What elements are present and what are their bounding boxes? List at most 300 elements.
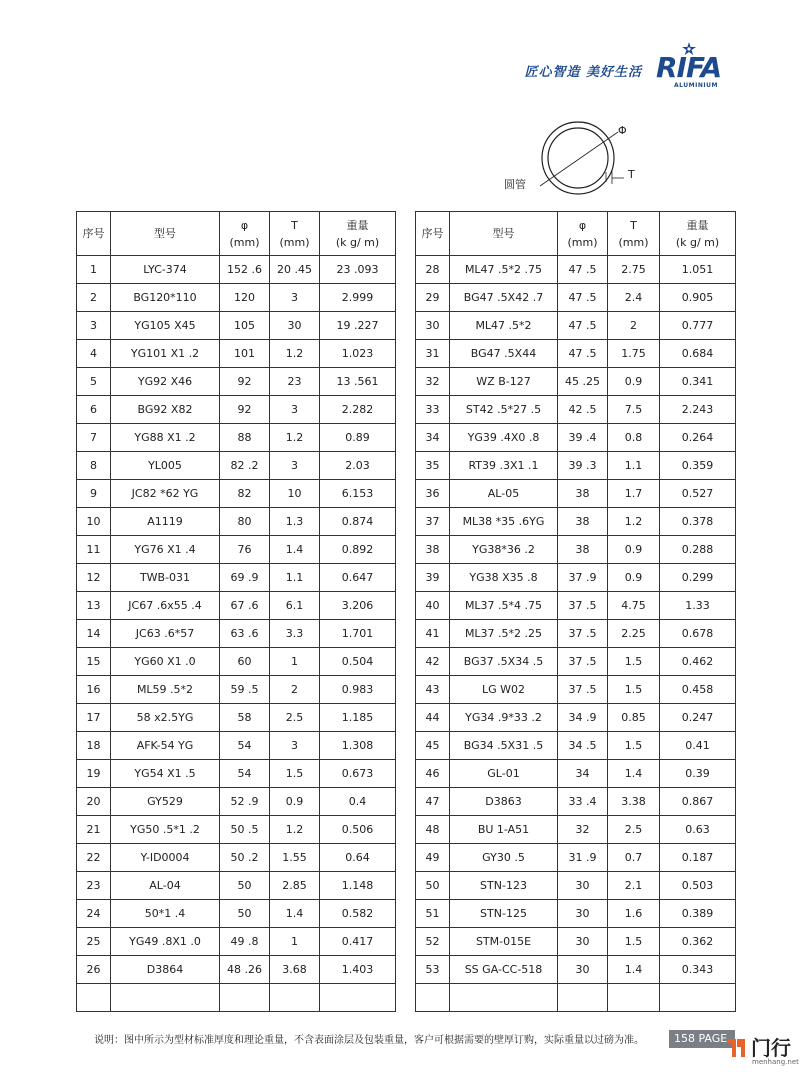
cell-weight: 0.983 [320, 676, 396, 704]
slogan: 匠心智造 美好生活 [524, 64, 642, 80]
cell-model: GY30 .5 [450, 844, 558, 872]
cell-weight: 3.206 [320, 592, 396, 620]
header-model: 型号 [111, 212, 220, 256]
cell-weight: 0.359 [660, 452, 736, 480]
table-row [416, 984, 736, 1012]
diagram-label: 圆管 [504, 178, 526, 191]
cell-thickness: 2.75 [608, 256, 660, 284]
header-model: 型号 [450, 212, 558, 256]
cell-diameter: 30 [558, 872, 608, 900]
cell-thickness: 7.5 [608, 396, 660, 424]
cell-diameter: 48 .26 [220, 956, 270, 984]
cell-diameter: 34 .5 [558, 732, 608, 760]
cell-weight: 0.39 [660, 760, 736, 788]
table-row [416, 648, 736, 676]
cell-index: 34 [416, 424, 450, 452]
cell-weight: 0.417 [320, 928, 396, 956]
cell-index: 38 [416, 536, 450, 564]
cell-thickness: 2.4 [608, 284, 660, 312]
cell-diameter: 69 .9 [220, 564, 270, 592]
cell-model: BG92 X82 [111, 396, 220, 424]
cell-model: STN-123 [450, 872, 558, 900]
table-row [77, 256, 396, 284]
footer-note: 说明：图中所示为型材标准厚度和理论重量，不含表面涂层及包装重量，客户可根据需要的壁厚订购，实际重量以过磅为准。 [94, 1035, 644, 1046]
cell-thickness [270, 984, 320, 1012]
cell-model [111, 984, 220, 1012]
cell-model: YG38*36 .2 [450, 536, 558, 564]
table-row [416, 704, 736, 732]
cell-index: 52 [416, 928, 450, 956]
cell-weight: 0.647 [320, 564, 396, 592]
cell-thickness: 1.2 [270, 816, 320, 844]
round-tube-diagram [500, 118, 660, 208]
table-row [416, 312, 736, 340]
cell-thickness: 4.75 [608, 592, 660, 620]
cell-weight: 0.247 [660, 704, 736, 732]
cell-thickness: 1.5 [608, 928, 660, 956]
watermark [724, 1036, 799, 1066]
table-row [77, 620, 396, 648]
cell-diameter: 82 [220, 480, 270, 508]
cell-diameter: 47 .5 [558, 284, 608, 312]
cell-diameter: 37 .5 [558, 592, 608, 620]
table-row [77, 536, 396, 564]
cell-index: 3 [77, 312, 111, 340]
cell-model: BG47 .5X42 .7 [450, 284, 558, 312]
cell-index: 43 [416, 676, 450, 704]
cell-diameter: 50 .2 [220, 844, 270, 872]
cell-index: 53 [416, 956, 450, 984]
cell-weight: 0.41 [660, 732, 736, 760]
cell-index: 1 [77, 256, 111, 284]
cell-diameter: 92 [220, 396, 270, 424]
cell-weight: 0.678 [660, 620, 736, 648]
cell-thickness: 1.4 [608, 760, 660, 788]
table-row [77, 844, 396, 872]
cell-index: 35 [416, 452, 450, 480]
cell-model: BG120*110 [111, 284, 220, 312]
header-diameter: φ (mm) [220, 212, 270, 256]
cell-index: 39 [416, 564, 450, 592]
cell-model: RT39 .3X1 .1 [450, 452, 558, 480]
cell-model: JC82 *62 YG [111, 480, 220, 508]
cell-model: SS GA-CC-518 [450, 956, 558, 984]
table-row [416, 900, 736, 928]
cell-thickness: 0.9 [608, 368, 660, 396]
logo-subtext: ALUMINIUM [674, 82, 718, 89]
cell-weight: 13 .561 [320, 368, 396, 396]
cell-index: 42 [416, 648, 450, 676]
cell-weight: 1.185 [320, 704, 396, 732]
cell-diameter: 37 .5 [558, 648, 608, 676]
cell-index: 4 [77, 340, 111, 368]
table-row [416, 424, 736, 452]
watermark-logo-icon [724, 1036, 748, 1060]
cell-diameter: 30 [558, 956, 608, 984]
table-row [416, 620, 736, 648]
watermark-text: 门行 [751, 1036, 791, 1060]
cell-thickness: 1.4 [270, 536, 320, 564]
cell-model: YG49 .8X1 .0 [111, 928, 220, 956]
table-row [77, 676, 396, 704]
cell-weight: 0.527 [660, 480, 736, 508]
cell-diameter: 76 [220, 536, 270, 564]
cell-weight: 0.378 [660, 508, 736, 536]
cell-diameter: 39 .4 [558, 424, 608, 452]
cell-thickness: 3 [270, 452, 320, 480]
cell-thickness: 2.5 [608, 816, 660, 844]
cell-model: 50*1 .4 [111, 900, 220, 928]
cell-weight: 0.777 [660, 312, 736, 340]
table-row [416, 592, 736, 620]
cell-diameter: 67 .6 [220, 592, 270, 620]
cell-diameter: 49 .8 [220, 928, 270, 956]
table-row [77, 452, 396, 480]
cell-index: 10 [77, 508, 111, 536]
cell-diameter: 54 [220, 732, 270, 760]
cell-diameter: 105 [220, 312, 270, 340]
cell-weight: 1.148 [320, 872, 396, 900]
table-row [416, 760, 736, 788]
cell-diameter: 38 [558, 480, 608, 508]
cell-thickness: 1.2 [270, 340, 320, 368]
cell-index: 12 [77, 564, 111, 592]
cell-model: A1119 [111, 508, 220, 536]
cell-model: YG39 .4X0 .8 [450, 424, 558, 452]
cell-weight: 2.282 [320, 396, 396, 424]
cell-index: 2 [77, 284, 111, 312]
cell-model: BG37 .5X34 .5 [450, 648, 558, 676]
cell-index: 28 [416, 256, 450, 284]
cell-diameter [220, 984, 270, 1012]
cell-thickness: 1.75 [608, 340, 660, 368]
cell-weight: 6.153 [320, 480, 396, 508]
cell-index: 23 [77, 872, 111, 900]
cell-diameter: 38 [558, 536, 608, 564]
table-header-row [416, 212, 736, 256]
cell-weight: 2.243 [660, 396, 736, 424]
cell-thickness: 1.2 [608, 508, 660, 536]
table-row [77, 732, 396, 760]
cell-weight: 1.403 [320, 956, 396, 984]
cell-thickness: 0.9 [608, 564, 660, 592]
cell-weight: 23 .093 [320, 256, 396, 284]
table-row [77, 340, 396, 368]
cell-weight: 0.362 [660, 928, 736, 956]
cell-model: D3863 [450, 788, 558, 816]
cell-weight: 1.701 [320, 620, 396, 648]
table-row [77, 368, 396, 396]
cell-index [77, 984, 111, 1012]
cell-weight: 0.867 [660, 788, 736, 816]
cell-index: 11 [77, 536, 111, 564]
cell-diameter: 92 [220, 368, 270, 396]
table-row [77, 872, 396, 900]
cell-index [416, 984, 450, 1012]
cell-diameter: 45 .25 [558, 368, 608, 396]
cell-thickness: 1 [270, 648, 320, 676]
watermark-url: menhang.net [752, 1058, 799, 1066]
cell-diameter: 34 [558, 760, 608, 788]
cell-model: YG105 X45 [111, 312, 220, 340]
table-row [416, 564, 736, 592]
table-row [77, 508, 396, 536]
cell-weight: 0.582 [320, 900, 396, 928]
cell-weight: 1.023 [320, 340, 396, 368]
cell-diameter: 54 [220, 760, 270, 788]
cell-diameter: 80 [220, 508, 270, 536]
tube-cross-section-icon [500, 118, 660, 208]
cell-thickness: 3.68 [270, 956, 320, 984]
table-row [416, 928, 736, 956]
cell-weight: 0.4 [320, 788, 396, 816]
cell-index: 14 [77, 620, 111, 648]
table-row [77, 312, 396, 340]
table-header-row [77, 212, 396, 256]
cell-thickness: 23 [270, 368, 320, 396]
cell-weight: 0.503 [660, 872, 736, 900]
cell-diameter: 37 .5 [558, 676, 608, 704]
table-row [77, 592, 396, 620]
cell-index: 7 [77, 424, 111, 452]
cell-index: 25 [77, 928, 111, 956]
cell-weight: 0.892 [320, 536, 396, 564]
cell-model: YG50 .5*1 .2 [111, 816, 220, 844]
cell-thickness: 2 [608, 312, 660, 340]
t-symbol: T [628, 168, 635, 181]
cell-thickness: 1.1 [608, 452, 660, 480]
cell-thickness: 10 [270, 480, 320, 508]
cell-thickness: 1.1 [270, 564, 320, 592]
cell-thickness: 0.85 [608, 704, 660, 732]
table-row [416, 872, 736, 900]
cell-model: YG38 X35 .8 [450, 564, 558, 592]
cell-diameter: 50 [220, 872, 270, 900]
cell-model: STN-125 [450, 900, 558, 928]
cell-thickness: 1.4 [270, 900, 320, 928]
table-row [77, 648, 396, 676]
cell-weight: 0.64 [320, 844, 396, 872]
cell-diameter: 50 [220, 900, 270, 928]
cell-diameter: 52 .9 [220, 788, 270, 816]
cell-index: 44 [416, 704, 450, 732]
table-row [416, 536, 736, 564]
table-row [77, 984, 396, 1012]
cell-thickness: 2.85 [270, 872, 320, 900]
cell-weight: 1.33 [660, 592, 736, 620]
cell-weight: 0.504 [320, 648, 396, 676]
cell-thickness: 1 [270, 928, 320, 956]
cell-diameter: 37 .5 [558, 620, 608, 648]
cell-model: ML37 .5*2 .25 [450, 620, 558, 648]
table-row [416, 396, 736, 424]
cell-model: JC67 .6x55 .4 [111, 592, 220, 620]
cell-weight: 1.308 [320, 732, 396, 760]
cell-thickness: 6.1 [270, 592, 320, 620]
cell-thickness: 1.4 [608, 956, 660, 984]
cell-index: 21 [77, 816, 111, 844]
cell-model: AL-04 [111, 872, 220, 900]
cell-thickness: 1.3 [270, 508, 320, 536]
cell-weight: 2.999 [320, 284, 396, 312]
cell-model: YG88 X1 .2 [111, 424, 220, 452]
cell-weight [660, 984, 736, 1012]
cell-thickness: 1.5 [608, 732, 660, 760]
cell-thickness: 2 [270, 676, 320, 704]
table-row [77, 424, 396, 452]
cell-diameter: 152 .6 [220, 256, 270, 284]
cell-diameter: 30 [558, 900, 608, 928]
cell-model: JC63 .6*57 [111, 620, 220, 648]
cell-model: Y-ID0004 [111, 844, 220, 872]
cell-index: 37 [416, 508, 450, 536]
table-row [416, 284, 736, 312]
spec-table-left [76, 211, 396, 1012]
cell-thickness: 0.9 [608, 536, 660, 564]
cell-thickness: 3 [270, 732, 320, 760]
cell-thickness: 1.2 [270, 424, 320, 452]
header-weight: 重量 (k g/ m) [320, 212, 396, 256]
cell-index: 9 [77, 480, 111, 508]
cell-index: 33 [416, 396, 450, 424]
cell-index: 31 [416, 340, 450, 368]
cell-weight: 0.299 [660, 564, 736, 592]
cell-index: 47 [416, 788, 450, 816]
cell-thickness [608, 984, 660, 1012]
cell-weight: 0.63 [660, 816, 736, 844]
cell-diameter: 31 .9 [558, 844, 608, 872]
cell-thickness: 1.5 [270, 760, 320, 788]
cell-model: YG60 X1 .0 [111, 648, 220, 676]
table-row [416, 956, 736, 984]
cell-thickness: 2.5 [270, 704, 320, 732]
cell-thickness: 1.5 [608, 648, 660, 676]
cell-diameter: 34 .9 [558, 704, 608, 732]
table-row [416, 480, 736, 508]
cell-diameter: 39 .3 [558, 452, 608, 480]
table-row [77, 284, 396, 312]
cell-model: YG76 X1 .4 [111, 536, 220, 564]
cell-weight: 19 .227 [320, 312, 396, 340]
header-index: 序号 [416, 212, 450, 256]
header-index: 序号 [77, 212, 111, 256]
header-thickness: T (mm) [608, 212, 660, 256]
cell-thickness: 0.9 [270, 788, 320, 816]
cell-index: 50 [416, 872, 450, 900]
cell-model: TWB-031 [111, 564, 220, 592]
cell-index: 26 [77, 956, 111, 984]
cell-diameter: 32 [558, 816, 608, 844]
table-row [416, 508, 736, 536]
cell-diameter: 33 .4 [558, 788, 608, 816]
cell-model: ML47 .5*2 [450, 312, 558, 340]
cell-index: 51 [416, 900, 450, 928]
cell-diameter: 47 .5 [558, 340, 608, 368]
cell-weight: 0.506 [320, 816, 396, 844]
table-row [416, 844, 736, 872]
cell-index: 18 [77, 732, 111, 760]
cell-diameter [558, 984, 608, 1012]
cell-diameter: 50 .5 [220, 816, 270, 844]
cell-index: 22 [77, 844, 111, 872]
header-thickness: T (mm) [270, 212, 320, 256]
cell-model: BG47 .5X44 [450, 340, 558, 368]
cell-weight [320, 984, 396, 1012]
cell-thickness: 2.25 [608, 620, 660, 648]
cell-thickness: 3 [270, 284, 320, 312]
cell-weight: 0.905 [660, 284, 736, 312]
cell-thickness: 0.8 [608, 424, 660, 452]
cell-thickness: 3.38 [608, 788, 660, 816]
cell-weight: 0.684 [660, 340, 736, 368]
table-row [77, 788, 396, 816]
table-row [416, 368, 736, 396]
cell-weight: 0.288 [660, 536, 736, 564]
cell-index: 13 [77, 592, 111, 620]
cell-weight: 0.458 [660, 676, 736, 704]
cell-thickness: 1.7 [608, 480, 660, 508]
cell-index: 48 [416, 816, 450, 844]
table-row [416, 788, 736, 816]
table-row [416, 452, 736, 480]
cell-diameter: 120 [220, 284, 270, 312]
cell-index: 32 [416, 368, 450, 396]
cell-model: ML38 *35 .6YG [450, 508, 558, 536]
cell-diameter: 60 [220, 648, 270, 676]
cell-thickness: 20 .45 [270, 256, 320, 284]
cell-model: GY529 [111, 788, 220, 816]
table-row [77, 956, 396, 984]
cell-thickness: 3.3 [270, 620, 320, 648]
cell-model: ML47 .5*2 .75 [450, 256, 558, 284]
cell-model: ST42 .5*27 .5 [450, 396, 558, 424]
cell-thickness: 1.5 [608, 676, 660, 704]
cell-model: LYC-374 [111, 256, 220, 284]
header-diameter: φ (mm) [558, 212, 608, 256]
cell-diameter: 42 .5 [558, 396, 608, 424]
table-row [77, 816, 396, 844]
rifa-logo [656, 42, 736, 88]
cell-model: YG34 .9*33 .2 [450, 704, 558, 732]
cell-index: 8 [77, 452, 111, 480]
cell-weight: 0.673 [320, 760, 396, 788]
cell-model: BU 1-A51 [450, 816, 558, 844]
table-row [416, 732, 736, 760]
cell-thickness: 3 [270, 396, 320, 424]
cell-index: 17 [77, 704, 111, 732]
cell-index: 16 [77, 676, 111, 704]
cell-weight: 1.051 [660, 256, 736, 284]
cell-index: 49 [416, 844, 450, 872]
cell-index: 41 [416, 620, 450, 648]
cell-model: 58 x2.5YG [111, 704, 220, 732]
cell-diameter: 101 [220, 340, 270, 368]
cell-index: 29 [416, 284, 450, 312]
cell-model: AL-05 [450, 480, 558, 508]
spec-table-right [415, 211, 736, 1012]
cell-thickness: 2.1 [608, 872, 660, 900]
cell-diameter: 58 [220, 704, 270, 732]
cell-model: ML37 .5*4 .75 [450, 592, 558, 620]
cell-model: D3864 [111, 956, 220, 984]
table-row [77, 480, 396, 508]
table-row [416, 340, 736, 368]
cell-model: ML59 .5*2 [111, 676, 220, 704]
cell-diameter: 88 [220, 424, 270, 452]
cell-model: LG W02 [450, 676, 558, 704]
cell-diameter: 82 .2 [220, 452, 270, 480]
cell-weight: 0.89 [320, 424, 396, 452]
